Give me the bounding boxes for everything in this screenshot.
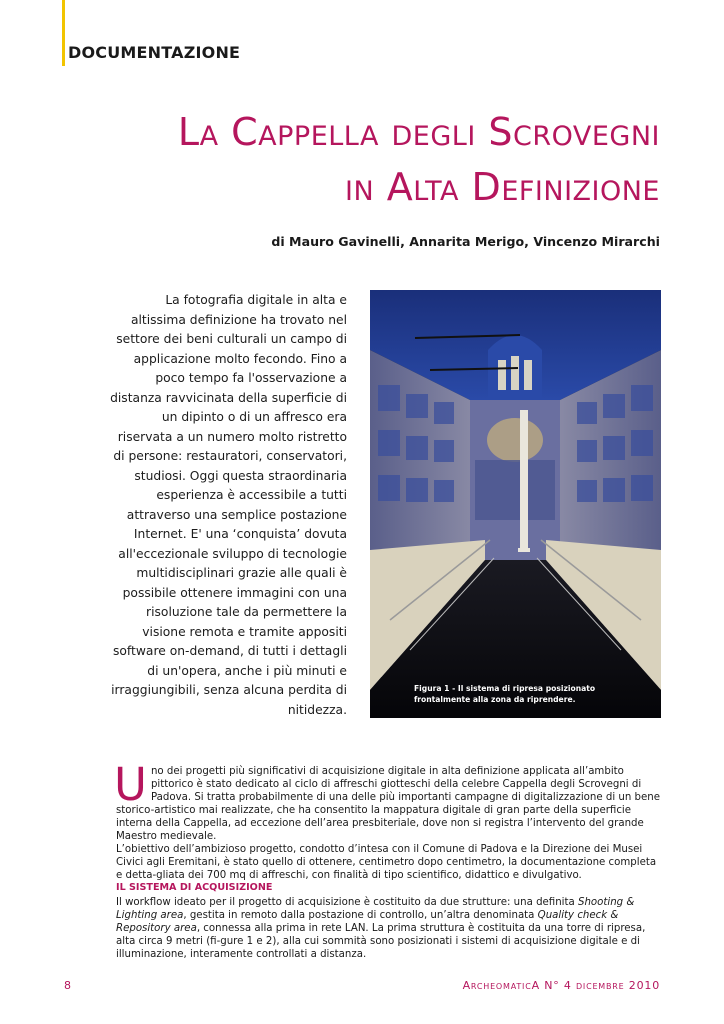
section-label: DOCUMENTAZIONE [68, 43, 241, 62]
page-number: 8 [64, 979, 71, 992]
section-accent-bar [62, 0, 65, 66]
body-paragraph-1: no dei progetti più significativi di acquisizione digitale in alta definizione applicata all’ambito pittorico è stato dedicato al ciclo di affreschi giotteschi della celebre Cappella degli Scrovegni di Padova. Si tratta probabilmente di una delle più importanti campagne di digitalizzazione di un bene storico-artistico mai realizzate, che ha consentito la mappatura digitale di gran parte della superficie interna della Cappella, ad eccezione dell’area presbiteriale, dove non si registra l’intervento del grande Maestro medievale. [116, 766, 661, 842]
italic-term: Shooting & Lighting area [116, 897, 635, 921]
body-text-2 [116, 896, 661, 961]
figure-1 [370, 290, 661, 718]
body-paragraph-3 [116, 896, 661, 961]
intro-paragraph: La fotografia digitale in alta e altissima definizione ha trovato nel settore dei beni culturali un campo di applicazione molto fecondo. Fino a poco tempo fa l'osservazione a distanza ravvicinata della superficie di un dipinto o di un affresco era riservata a un numero molto ristretto di persone: restauratori, conservatori, studiosi. Oggi questa straordinaria esperienza è accessibile a tutti attraverso una semplice postazione Internet. E' una ‘conquista’ dovuta all'eccezionale sviluppo di tecnologie multidisciplinari grazie alle quali è possibile ottenere immagini con una risoluzione tale da permettere la visione remota e tramite appositi software on-demand, di tutti i dettagli di un'opera, anche i più minuti e irraggiungibili, senza alcuna perdita di nitidezza. [110, 293, 347, 717]
drop-cap: U [114, 758, 147, 811]
figure-caption: Figura 1 - Il sistema di ripresa posizionato frontalmente alla zona da riprendere. [414, 684, 596, 704]
body-text [114, 758, 661, 882]
journal-footer: ArcheomaticA N° 4 dicembre 2010 [462, 979, 660, 992]
paragraph-text: , gestita in remoto dalla postazione di controllo, un’altra denominata [183, 910, 538, 921]
body-paragraph-2: L’obiettivo dell’ambizioso progetto, condotto d’intesa con il Comune di Padova e la Direzione dei Musei Civici agli Eremitani, è stato quello di ottenere, centimetro dopo centimetro, la documentazione completa e detta-gliata dei 700 mq di affreschi, con finalità di tipo scientifico, didattico e divulgativo. [116, 844, 657, 881]
article-title-line-2: in Alta Definizione [345, 165, 660, 209]
chapel-photo [370, 290, 661, 718]
authors-line: di Mauro Gavinelli, Annarita Merigo, Vincenzo Mirarchi [271, 234, 660, 249]
paragraph-text: Il workflow ideato per il progetto di acquisizione è costituito da due strutture: una definita [116, 897, 578, 908]
italic-term: Quality check & Repository area [116, 910, 619, 934]
paragraph-text: , connessa alla prima in rete LAN. La prima struttura è costituita da una torre di ripresa, alta circa 9 metri (fi-gure 1 e 2), alla cui sommità sono posizionati i sistemi di acquisizione digitale e di illuminazione, interamente controllati a distanza. [116, 923, 646, 960]
subsection-heading: IL SISTEMA DI ACQUISIZIONE [116, 882, 273, 893]
article-title-line-1: La Cappella degli Scrovegni [177, 110, 660, 154]
